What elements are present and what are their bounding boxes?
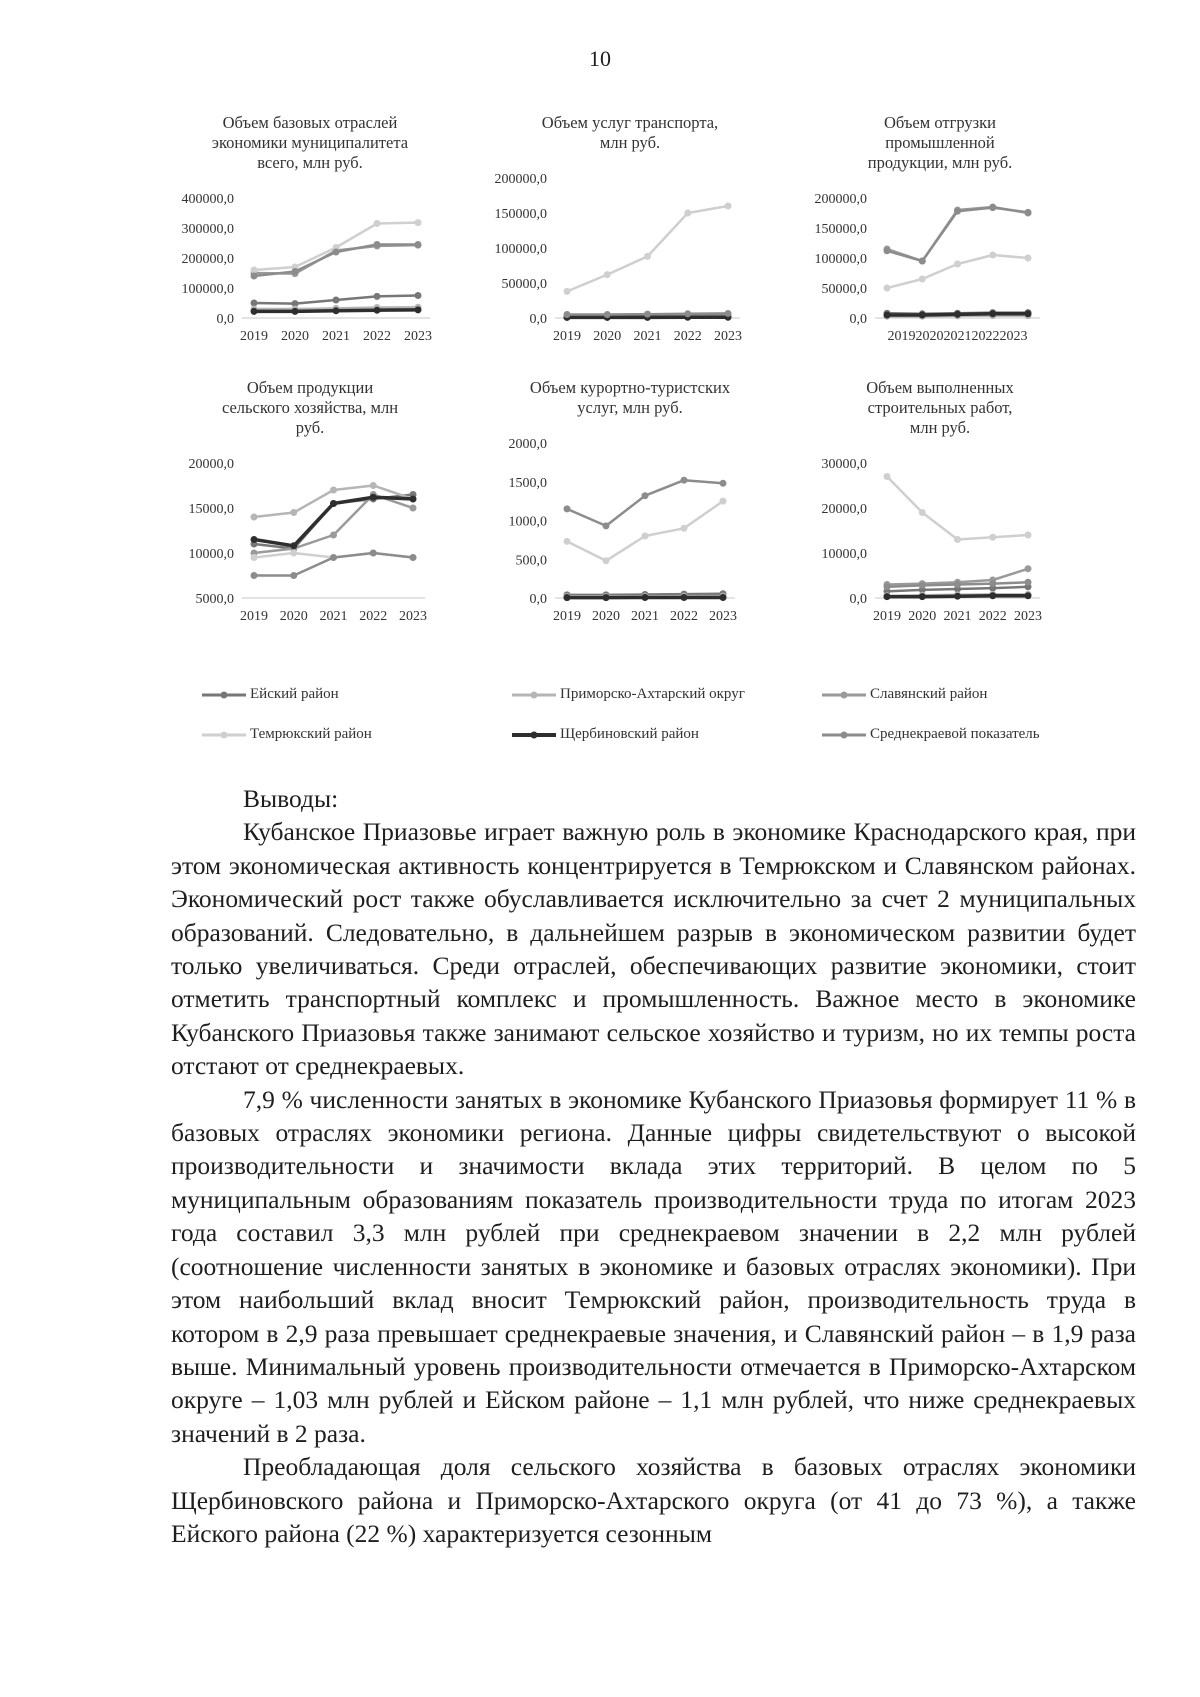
data-point: [1025, 579, 1032, 586]
paragraph: Преобладающая доля сельского хозяйства в базовых отраслях экономики Щербиновского района и Приморско-Ахтарского округа (от 41 до 73 %), а также Ейского района (22 %) характеризуется сезонным: [171, 1452, 1136, 1548]
y-tick-label: 2000,0: [508, 437, 547, 452]
y-tick-label: 200000,0: [181, 252, 234, 267]
y-tick-label: 0,0: [216, 312, 234, 327]
data-point: [884, 312, 891, 319]
x-tick-label: 2022: [978, 609, 1007, 624]
data-point: [720, 480, 727, 487]
chart-legend: [200, 686, 1160, 776]
data-point: [251, 514, 258, 521]
data-point: [989, 580, 996, 587]
data-point: [1025, 310, 1032, 317]
chart-svg: [160, 108, 470, 398]
legend-label: Темрюкский район: [250, 726, 372, 742]
chart-title-line: Объем базовых отраслей: [222, 113, 398, 132]
legend-label: Славянский район: [870, 686, 988, 702]
chart-svg: [790, 373, 1100, 663]
data-point: [415, 306, 422, 313]
series-line-temryuk: [887, 255, 1028, 288]
chart-title-line: строительных работ,: [867, 398, 1013, 417]
y-tick-label: 1000,0: [508, 514, 547, 530]
data-point: [564, 538, 571, 545]
data-point: [251, 308, 258, 315]
data-point: [720, 594, 727, 601]
legend-label: Щербиновский район: [560, 726, 699, 742]
y-tick-label: 20000,0: [188, 457, 234, 472]
data-point: [642, 533, 649, 540]
data-point: [919, 582, 926, 589]
data-point: [919, 276, 926, 283]
x-tick-label: 2021: [631, 609, 659, 624]
data-point: [410, 505, 417, 512]
chart-title-line: руб.: [295, 418, 325, 437]
legend-item: [200, 686, 339, 703]
data-point: [1025, 255, 1032, 262]
data-point: [251, 536, 258, 543]
chart-agriculture: [160, 373, 470, 663]
data-point: [290, 542, 297, 549]
x-tick-label: 2022: [673, 329, 702, 344]
x-tick-label: 2020: [279, 609, 308, 624]
legend-item: [820, 726, 1040, 743]
y-tick-label: 0,0: [849, 592, 867, 607]
data-point: [954, 261, 961, 268]
chart-title-line: промышленной: [885, 133, 995, 152]
data-point: [884, 285, 891, 292]
data-point: [410, 496, 417, 503]
y-tick-label: 15000,0: [188, 502, 234, 517]
data-point: [1025, 565, 1032, 572]
chart-title-line: млн руб.: [599, 133, 661, 152]
chart-title-line: млн руб.: [909, 418, 971, 437]
data-point: [954, 581, 961, 588]
legend-marker-primorsko: [510, 689, 558, 701]
data-point: [1025, 592, 1032, 599]
x-tick-labels: 20192020202120222023: [887, 329, 1028, 344]
y-tick-label: 300000,0: [181, 222, 234, 237]
data-point: [954, 208, 961, 215]
y-tick-label: 0,0: [849, 312, 867, 327]
data-point: [884, 593, 891, 600]
x-tick-label: 2023: [399, 609, 427, 624]
x-tick-label: 2020: [908, 609, 937, 624]
x-tick-label: 2021: [319, 609, 348, 624]
data-point: [370, 494, 377, 501]
data-point: [333, 307, 340, 314]
chart-title-line: услуг, млн руб.: [577, 398, 683, 417]
legend-label: Приморско-Ахтарский округ: [560, 686, 745, 702]
data-point: [681, 525, 688, 532]
x-tick-label: 2019: [553, 329, 581, 344]
legend-marker-eysk: [200, 689, 248, 701]
data-point: [603, 594, 610, 601]
chart-title-line: экономики муниципалитета: [211, 133, 409, 152]
data-point: [725, 203, 732, 210]
x-tick-label: 2020: [592, 609, 620, 624]
data-point: [603, 557, 610, 564]
data-point: [330, 554, 337, 561]
y-tick-label: 100000,0: [181, 282, 234, 297]
data-point: [989, 592, 996, 599]
data-point: [919, 509, 926, 516]
series-line-temryuk: [887, 477, 1028, 540]
data-point: [720, 498, 727, 505]
y-tick-label: 400000,0: [181, 192, 234, 207]
y-tick-label: 1500,0: [508, 475, 547, 491]
legend-marker-temryuk: [200, 729, 248, 741]
body-text: [171, 782, 1136, 1550]
y-tick-label: 100000,0: [494, 242, 547, 257]
data-point: [290, 572, 297, 579]
paragraph: 7,9 % численности занятых в экономике Кубанского Приазовья формирует 11 % в базовых отраслях экономики региона. Данные цифры свидетельствуют о высокой производительности и значимости вклада этих территорий. В целом по 5 муниципальным образованиям показатель производительности труда по итогам 2023 года составил 3,3 млн рублей при среднекраевом значении в 2,2 млн рублей (соотношение численности занятых в экономике и базовых отраслях экономики). При этом наибольший вклад вносит Темрюкский район, производительность труда в котором в 2,9 раза превышает среднекраевые значения, и Славянский район – в 1,9 раза выше. Минимальный уровень производительности отмечается в Приморско-Ахтарском округе – 1,03 млн рублей и Ейском районе – 1,1 млн рублей, что ниже среднекраевых значений в 2 раза.: [171, 1084, 1136, 1448]
data-point: [603, 522, 610, 529]
data-point: [989, 310, 996, 317]
data-point: [374, 220, 381, 227]
data-point: [564, 594, 571, 601]
data-point: [644, 253, 651, 260]
x-tick-label: 2021: [633, 329, 662, 344]
data-point: [989, 534, 996, 541]
series-line-temryuk: [567, 501, 723, 561]
data-point: [564, 311, 571, 318]
data-point: [884, 473, 891, 480]
x-tick-label: 2020: [281, 329, 309, 344]
data-point: [681, 477, 688, 484]
data-point: [725, 310, 732, 317]
data-point: [330, 500, 337, 507]
chart-title-line: сельского хозяйства, млн: [221, 398, 399, 417]
data-point: [954, 311, 961, 318]
data-point: [564, 288, 571, 295]
data-point: [681, 594, 688, 601]
data-point: [333, 249, 340, 256]
y-tick-label: 150000,0: [494, 207, 547, 222]
data-point: [919, 312, 926, 319]
y-tick-label: 500,0: [515, 553, 547, 569]
data-point: [1025, 209, 1032, 216]
x-tick-label: 2020: [593, 329, 622, 344]
x-tick-label: 2021: [322, 329, 350, 344]
data-point: [374, 307, 381, 314]
legend-marker-average: [820, 729, 868, 741]
page-number: 10: [589, 46, 611, 71]
data-point: [330, 487, 337, 494]
data-point: [919, 258, 926, 265]
chart-svg: [790, 108, 1100, 398]
chart-svg: [480, 108, 790, 398]
y-tick-label: 5000,0: [195, 592, 234, 607]
data-point: [370, 550, 377, 557]
series-line-average: [887, 208, 1028, 261]
y-tick-label: 20000,0: [821, 502, 867, 517]
chart-title-line: Объем услуг транспорта,: [541, 113, 719, 132]
x-tick-label: 2023: [714, 329, 742, 344]
data-point: [374, 293, 381, 300]
chart-title-line: Объем выполненных: [866, 378, 1014, 397]
legend-marker-shcherbinovsky: [510, 729, 558, 741]
data-point: [251, 572, 258, 579]
data-point: [370, 482, 377, 489]
y-tick-label: 50000,0: [821, 282, 867, 297]
series-line-slavyansk: [887, 207, 1028, 261]
data-point: [415, 292, 422, 299]
chart-industrial-shipment: [790, 108, 1100, 398]
y-tick-label: 150000,0: [814, 222, 867, 237]
data-point: [884, 247, 891, 254]
data-point: [410, 554, 417, 561]
legend-item: [200, 726, 372, 743]
y-tick-label: 100000,0: [814, 252, 867, 267]
data-point: [644, 311, 651, 318]
data-point: [642, 492, 649, 499]
conclusions-heading: Выводы:: [243, 784, 339, 813]
data-point: [989, 204, 996, 211]
data-point: [251, 554, 258, 561]
chart-title-line: продукции, млн руб.: [867, 153, 1013, 172]
y-tick-label: 10000,0: [188, 547, 234, 562]
data-point: [684, 210, 691, 217]
data-point: [333, 297, 340, 304]
x-tick-label: 2022: [359, 609, 388, 624]
x-tick-label: 2022: [670, 609, 698, 624]
series-line-temryuk: [567, 206, 728, 291]
y-tick-label: 50000,0: [501, 277, 547, 292]
series-line-average: [567, 480, 723, 526]
data-point: [642, 594, 649, 601]
data-point: [251, 267, 258, 274]
data-point: [884, 583, 891, 590]
data-point: [415, 219, 422, 226]
data-point: [292, 308, 299, 315]
data-point: [290, 550, 297, 557]
chart-svg: [160, 373, 470, 663]
chart-title-line: Объем отгрузки: [884, 113, 996, 132]
data-point: [251, 273, 258, 280]
data-point: [919, 593, 926, 600]
x-tick-label: 2021: [943, 609, 972, 624]
x-tick-label: 2019: [240, 329, 268, 344]
y-tick-label: 200000,0: [814, 192, 867, 207]
y-tick-label: 10000,0: [821, 547, 867, 562]
data-point: [954, 593, 961, 600]
paragraph: Кубанское Приазовье играет важную роль в экономике Краснодарского края, при этом экономическая активность концентрируется в Темрюкском и Славянском районах. Экономический рост также обуславливается исключительно за счет 2 муниципальных образований. Следовательно, в дальнейшем разрыв в экономическом развитии будет только увеличиваться. Среди отраслей, обеспечивающих развитие экономики, стоит отметить транспортный комплекс и промышленность. Важное место в экономике Кубанского Приазовья также занимают сельское хозяйство и туризм, но их темпы роста отстают от среднекраевых.: [171, 817, 1136, 1081]
data-point: [1025, 532, 1032, 539]
data-point: [684, 310, 691, 317]
y-tick-label: 30000,0: [821, 457, 867, 472]
chart-title-line: всего, млн руб.: [257, 153, 363, 172]
chart-title-line: Объем продукции: [246, 378, 374, 397]
y-tick-label: 200000,0: [494, 172, 547, 187]
data-point: [415, 241, 422, 248]
data-point: [330, 532, 337, 539]
data-point: [989, 252, 996, 259]
data-point: [251, 300, 258, 307]
y-tick-label: 0,0: [529, 592, 547, 607]
y-tick-label: 0,0: [529, 312, 547, 327]
x-tick-label: 2023: [1014, 609, 1042, 624]
chart-tourism: [480, 373, 790, 663]
legend-item: [510, 686, 745, 703]
charts-grid: [160, 108, 1140, 748]
data-point: [954, 536, 961, 543]
legend-label: Среднекраевой показатель: [870, 726, 1040, 742]
chart-base-industries: [160, 108, 470, 398]
legend-marker-slavyansk: [820, 689, 868, 701]
chart-transport-services: [480, 108, 790, 398]
data-point: [564, 505, 571, 512]
chart-svg: [480, 373, 790, 663]
data-point: [290, 509, 297, 516]
chart-title-line: Объем курортно-туристских: [529, 378, 731, 397]
chart-construction: [790, 373, 1100, 663]
data-point: [604, 311, 611, 318]
x-tick-label: 2023: [404, 329, 432, 344]
x-tick-label: 2022: [363, 329, 391, 344]
x-tick-label: 2019: [553, 609, 581, 624]
x-tick-label: 2023: [709, 609, 737, 624]
legend-label: Ейский район: [250, 686, 339, 702]
x-tick-label: 2019: [873, 609, 901, 624]
legend-item: [510, 726, 699, 743]
data-point: [604, 271, 611, 278]
legend-item: [820, 686, 987, 703]
data-point: [374, 241, 381, 248]
x-tick-label: 2019: [240, 609, 268, 624]
data-point: [292, 268, 299, 275]
